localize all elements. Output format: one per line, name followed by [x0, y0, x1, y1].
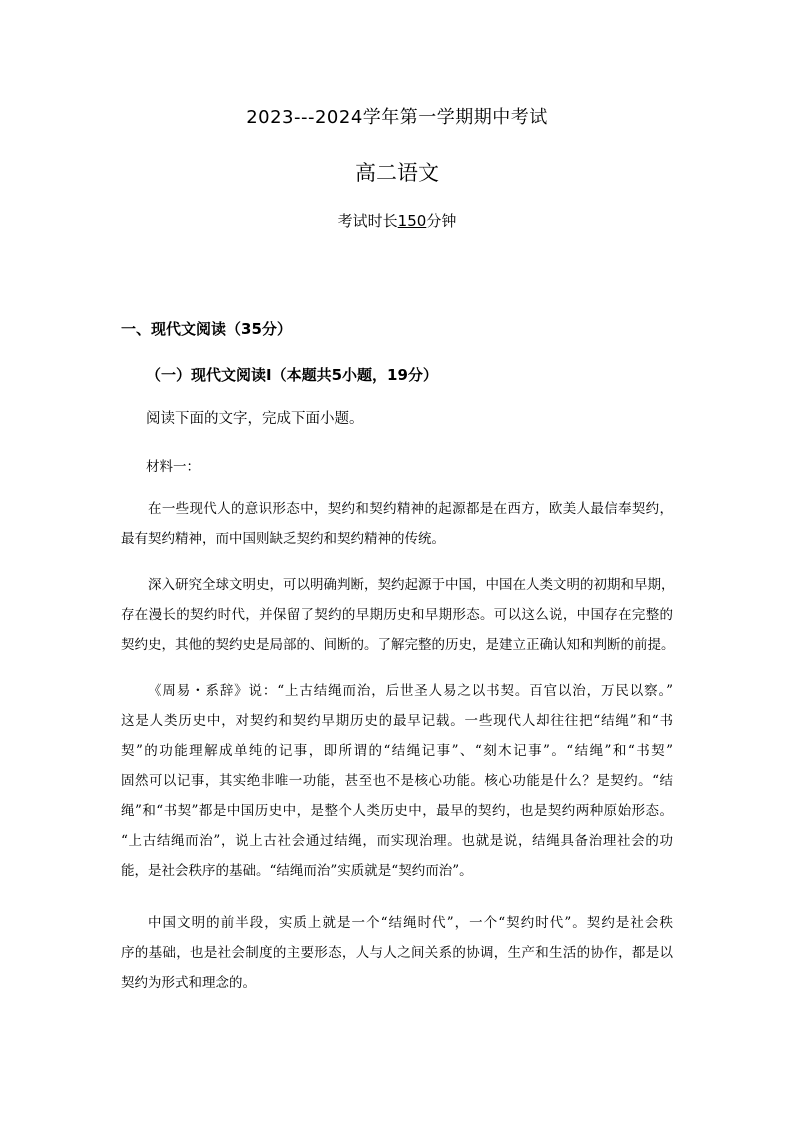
- reading-instruction: 阅读下面的文字，完成下面小题。: [146, 411, 364, 427]
- paragraph-line: 固然可以记事，其实绝非唯一功能，甚至也不是核心功能。核心功能是什么？是契约。“结: [121, 773, 673, 789]
- paragraph-line: 这是人类历史中，对契约和契约早期历史的最早记载。一些现代人却往往把“结绳”和“书: [121, 713, 673, 729]
- paragraph-line: 契约为形式和理念的。: [121, 975, 256, 991]
- exam-title: 2023---2024学年第一学期期中考试: [246, 107, 548, 128]
- duration-suffix: 分钟: [426, 212, 457, 230]
- subject-title: 高二语文: [355, 161, 439, 185]
- paragraph-line: 能，是社会秩序的基础。“结绳而治”实质就是“契约而治”。: [121, 863, 473, 879]
- paragraph-line: 中国文明的前半段，实质上就是一个“结绳时代”，一个“契约时代”。契约是社会秩: [148, 915, 673, 931]
- paragraph-line: 最有契约精神，而中国则缺乏契约和契约精神的传统。: [121, 531, 445, 547]
- paragraph-line: 存在漫长的契约时代，并保留了契约的早期历史和早期形态。可以这么说，中国存在完整的: [121, 607, 673, 623]
- exam-duration: [0, 210, 794, 232]
- paragraph-line: “上古结绳而治”，说上古社会通过结绳，而实现治理。也就是说，结绳具备治理社会的功: [121, 833, 673, 849]
- paragraph: [121, 908, 673, 998]
- paragraph-line: 绳”和“书契”都是中国历史中，是整个人类历史中，最早的契约，也是契约两种原始形态。: [121, 803, 673, 819]
- paragraph-line: 在一些现代人的意识形态中，契约和契约精神的起源都是在西方，欧美人最信奉契约，: [148, 501, 673, 517]
- paragraph: [121, 494, 673, 554]
- duration-prefix: 考试时长: [337, 212, 398, 230]
- paragraph: [121, 570, 673, 660]
- paragraph-line: 契”的功能理解成单纯的记事，即所谓的“结绳记事”、“刻木记事”。“结绳”和“书契”: [121, 743, 673, 759]
- material-label: 材料一：: [146, 459, 200, 475]
- paragraph-line: 深入研究全球文明史，可以明确判断，契约起源于中国，中国在人类文明的初期和早期，: [148, 577, 675, 593]
- paragraph-line: 《周易・系辞》说：“上古结绳而治，后世圣人易之以书契。百官以治，万民以察。”: [148, 683, 673, 699]
- subsection-heading: （一）现代文阅读Ⅰ（本题共5小题，19分）: [146, 366, 438, 384]
- duration-value: 150: [397, 212, 427, 230]
- section-heading: 一、现代文阅读（35分）: [121, 320, 292, 338]
- paragraph-line: 契约史，其他的契约史是局部的、间断的。了解完整的历史，是建立正确认知和判断的前提。: [121, 637, 675, 653]
- paragraph: [121, 676, 673, 886]
- paragraph-line: 序的基础，也是社会制度的主要形态，人与人之间关系的协调，生产和生活的协作，都是以: [121, 945, 673, 961]
